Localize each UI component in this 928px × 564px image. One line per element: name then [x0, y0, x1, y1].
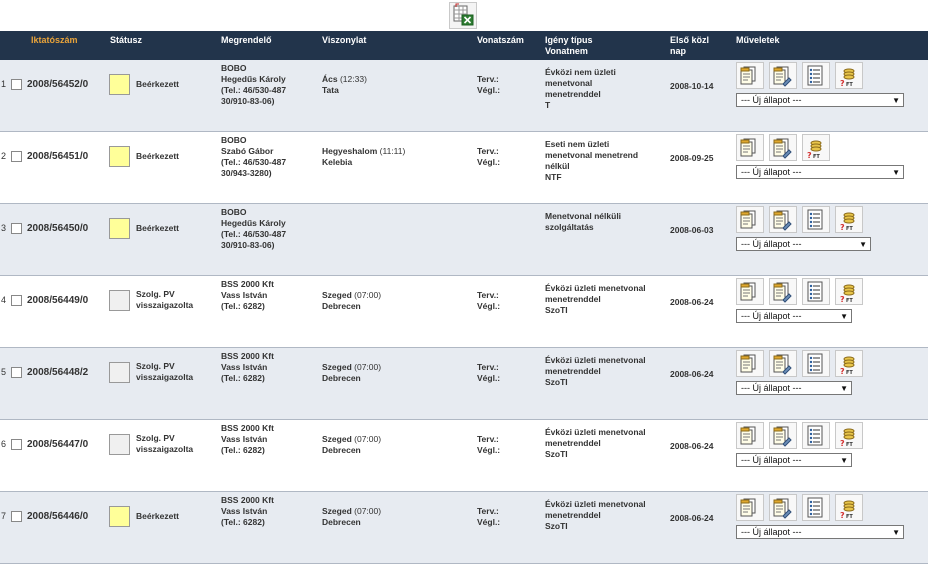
fee-icon: [837, 64, 861, 88]
chevron-down-icon: ▼: [859, 239, 867, 249]
action-buttons: [736, 206, 926, 233]
train-number-text: Terv.: Végl.:: [477, 290, 501, 311]
new-status-select[interactable]: [736, 525, 904, 539]
list-icon: [804, 64, 828, 88]
excel-export-button[interactable]: [449, 2, 477, 29]
customer-text: BOBO Hegedűs Károly (Tel.: 46/530-487 30/910-83-06): [221, 63, 287, 106]
document-edit-icon: [771, 352, 795, 376]
action-buttons: [736, 62, 926, 89]
row-checkbox[interactable]: [11, 223, 22, 234]
cell-iktatoszam: [0, 492, 107, 564]
status-text: Szolg. PV visszaigazolta: [136, 433, 194, 454]
fee-icon: [804, 136, 828, 160]
document-edit-button[interactable]: [769, 134, 797, 161]
cell-viszonylat: [319, 492, 474, 564]
svg-text:?: ?: [840, 510, 845, 520]
cell-elso-kozl-nap: [667, 420, 733, 492]
route-time: (07:00): [354, 506, 382, 516]
cell-muveletek: [733, 132, 928, 204]
request-type-text: Eseti nem üzleti menetvonal menetrend nélkül NTF: [545, 139, 639, 182]
toolbar: [0, 0, 928, 31]
first-day-date: 2008-06-03: [670, 225, 714, 235]
column-header-muveletek: Műveletek: [733, 31, 928, 60]
row-number: 5: [1, 366, 7, 377]
cell-status: [107, 276, 218, 348]
iktatoszam-link[interactable]: 2008/56451/0: [27, 150, 89, 162]
route-from: Szeged: [322, 434, 352, 444]
svg-text:?: ?: [840, 366, 845, 376]
route-time: (07:00): [354, 362, 382, 372]
route-to: Debrecen: [322, 445, 361, 455]
list-icon: [804, 208, 828, 232]
document-button[interactable]: [736, 62, 764, 89]
route-time: (11:11): [379, 146, 406, 156]
svg-text:FT: FT: [846, 369, 853, 376]
first-day-date: 2008-09-25: [670, 153, 714, 163]
request-type-text: Évközi nem üzleti menetvonal menetrenddel T: [545, 67, 616, 110]
document-icon: [738, 352, 762, 376]
status-color-swatch: [109, 506, 130, 527]
fee-button[interactable]: [835, 206, 863, 233]
fee-icon: [837, 352, 861, 376]
column-header-statusz: Státusz: [107, 31, 218, 60]
table-header: [0, 31, 928, 60]
row-number: 6: [1, 438, 7, 449]
table-row: [0, 276, 928, 348]
document-edit-button[interactable]: [769, 350, 797, 377]
cell-vonatszam: [474, 348, 542, 420]
document-edit-button[interactable]: [769, 278, 797, 305]
fee-button[interactable]: [835, 278, 863, 305]
cell-status: [107, 60, 218, 132]
document-button[interactable]: [736, 278, 764, 305]
action-buttons: [736, 422, 926, 449]
cell-vonatszam: [474, 204, 542, 276]
fee-button[interactable]: [835, 62, 863, 89]
chevron-down-icon: ▼: [840, 383, 848, 393]
action-buttons: [736, 134, 926, 161]
cell-megrendelo: [218, 204, 319, 276]
first-day-date: 2008-06-24: [670, 513, 714, 523]
action-buttons: [736, 494, 926, 521]
cell-muveletek: [733, 204, 928, 276]
cell-vonatszam: [474, 60, 542, 132]
new-status-select-value: --- Új állapot ---: [741, 238, 802, 249]
list-icon: [804, 496, 828, 520]
column-header-igeny: Igény típus Vonatnem: [542, 31, 667, 60]
cell-vonatszam: [474, 492, 542, 564]
customer-text: BSS 2000 Kft Vass István (Tel.: 6282): [221, 495, 274, 527]
svg-text:?: ?: [840, 294, 845, 304]
train-number-text: Terv.: Végl.:: [477, 362, 501, 383]
column-header-megrendelo: Megrendelő: [218, 31, 319, 60]
svg-text:FT: FT: [846, 297, 853, 304]
document-edit-icon: [771, 496, 795, 520]
excel-export-icon: [450, 3, 476, 28]
cell-igeny: [542, 60, 667, 132]
cell-muveletek: [733, 276, 928, 348]
status-text: Beérkezett: [136, 78, 179, 89]
route-to: Debrecen: [322, 301, 361, 311]
cell-igeny: [542, 204, 667, 276]
document-edit-icon: [771, 208, 795, 232]
cell-igeny: [542, 276, 667, 348]
train-number-text: Terv.: Végl.:: [477, 74, 501, 95]
cell-megrendelo: [218, 420, 319, 492]
cell-megrendelo: [218, 492, 319, 564]
customer-text: BSS 2000 Kft Vass István (Tel.: 6282): [221, 351, 274, 383]
svg-text:?: ?: [840, 438, 845, 448]
request-type-text: Évközi üzleti menetvonal menetrenddel SzoTI: [545, 283, 646, 315]
table-row: [0, 60, 928, 132]
route-to: Kelebia: [322, 157, 353, 167]
document-edit-icon: [771, 136, 795, 160]
first-day-date: 2008-10-14: [670, 81, 714, 91]
new-status-select[interactable]: [736, 165, 904, 179]
svg-text:FT: FT: [846, 513, 853, 520]
route-time: (07:00): [354, 434, 382, 444]
table-row: [0, 492, 928, 564]
table-row: [0, 420, 928, 492]
cell-viszonylat: [319, 132, 474, 204]
iktatoszam-link[interactable]: 2008/56448/2: [27, 366, 89, 378]
cell-muveletek: [733, 60, 928, 132]
status-color-swatch: [109, 362, 130, 383]
cell-status: [107, 348, 218, 420]
customer-text: BOBO Szabó Gábor (Tel.: 46/530-487 30/943-3280): [221, 135, 287, 178]
document-button[interactable]: [736, 206, 764, 233]
list-button[interactable]: [802, 350, 830, 377]
svg-text:?: ?: [840, 78, 845, 88]
route-from: Szeged: [322, 362, 352, 372]
cell-viszonylat: [319, 276, 474, 348]
svg-text:?: ?: [840, 222, 845, 232]
request-type-text: Évközi üzleti menetvonal menetrenddel SzoTI: [545, 355, 646, 387]
fee-button[interactable]: [835, 422, 863, 449]
route-to: Tata: [322, 85, 339, 95]
cell-megrendelo: [218, 60, 319, 132]
iktatoszam-link[interactable]: 2008/56452/0: [27, 78, 89, 90]
document-edit-icon: [771, 424, 795, 448]
document-edit-button[interactable]: [769, 62, 797, 89]
cell-iktatoszam: [0, 348, 107, 420]
chevron-down-icon: ▼: [892, 527, 900, 537]
cell-iktatoszam: [0, 204, 107, 276]
table-row: [0, 132, 928, 204]
cell-muveletek: [733, 348, 928, 420]
new-status-select[interactable]: [736, 309, 852, 323]
status-color-swatch: [109, 146, 130, 167]
row-checkbox[interactable]: [11, 151, 22, 162]
status-color-swatch: [109, 218, 130, 239]
route-from: Szeged: [322, 290, 352, 300]
first-day-date: 2008-06-24: [670, 297, 714, 307]
request-type-text: Évközi üzleti menetvonal menetrenddel SzoTI: [545, 427, 646, 459]
cell-viszonylat: [319, 348, 474, 420]
cell-vonatszam: [474, 420, 542, 492]
fee-icon: [837, 496, 861, 520]
document-icon: [738, 496, 762, 520]
new-status-select[interactable]: [736, 453, 852, 467]
list-icon: [804, 424, 828, 448]
table-row: [0, 348, 928, 420]
cell-elso-kozl-nap: [667, 132, 733, 204]
svg-text:?: ?: [807, 150, 812, 160]
svg-text:FT: FT: [813, 153, 820, 160]
list-button[interactable]: [802, 278, 830, 305]
iktatoszam-link[interactable]: 2008/56449/0: [27, 294, 89, 306]
chevron-down-icon: ▼: [892, 167, 900, 177]
cell-status: [107, 492, 218, 564]
row-checkbox[interactable]: [11, 295, 22, 306]
document-icon: [738, 424, 762, 448]
request-type-text: Évközi üzleti menetvonal menetrenddel SzoTI: [545, 499, 646, 531]
status-text: Beérkezett: [136, 222, 179, 233]
column-header-ikt[interactable]: Iktatószám: [0, 31, 107, 60]
cell-status: [107, 204, 218, 276]
first-day-date: 2008-06-24: [670, 369, 714, 379]
list-icon: [804, 280, 828, 304]
document-edit-button[interactable]: [769, 422, 797, 449]
column-header-viszonylat: Viszonylat: [319, 31, 474, 60]
list-button[interactable]: [802, 494, 830, 521]
row-number: 1: [1, 78, 7, 89]
cell-viszonylat: [319, 204, 474, 276]
status-text: Beérkezett: [136, 510, 179, 521]
new-status-select[interactable]: [736, 237, 871, 251]
customer-text: BSS 2000 Kft Vass István (Tel.: 6282): [221, 279, 274, 311]
list-icon: [804, 352, 828, 376]
cell-igeny: [542, 132, 667, 204]
column-header-vonatszam: Vonatszám: [474, 31, 542, 60]
row-number: 4: [1, 294, 7, 305]
new-status-select[interactable]: [736, 381, 852, 395]
document-edit-button[interactable]: [769, 494, 797, 521]
row-number: 2: [1, 150, 7, 161]
chevron-down-icon: ▼: [840, 311, 848, 321]
requests-table: [0, 31, 928, 564]
cell-iktatoszam: [0, 60, 107, 132]
cell-elso-kozl-nap: [667, 276, 733, 348]
row-checkbox[interactable]: [11, 439, 22, 450]
cell-iktatoszam: [0, 420, 107, 492]
fee-icon: [837, 208, 861, 232]
first-day-date: 2008-06-24: [670, 441, 714, 451]
cell-vonatszam: [474, 132, 542, 204]
new-status-select-value: --- Új állapot ---: [741, 526, 802, 537]
cell-igeny: [542, 348, 667, 420]
status-text: Beérkezett: [136, 150, 179, 161]
cell-elso-kozl-nap: [667, 204, 733, 276]
svg-text:FT: FT: [846, 441, 853, 448]
row-number: 7: [1, 510, 7, 521]
document-button[interactable]: [736, 350, 764, 377]
svg-text:FT: FT: [846, 225, 853, 232]
document-icon: [738, 280, 762, 304]
new-status-select-value: --- Új állapot ---: [741, 310, 802, 321]
iktatoszam-link[interactable]: 2008/56447/0: [27, 438, 89, 450]
cell-status: [107, 420, 218, 492]
cell-iktatoszam: [0, 276, 107, 348]
svg-text:FT: FT: [846, 81, 853, 88]
row-number: 3: [1, 222, 7, 233]
request-type-text: Menetvonal nélküli szolgáltatás: [545, 211, 622, 232]
cell-elso-kozl-nap: [667, 492, 733, 564]
document-button[interactable]: [736, 494, 764, 521]
status-text: Szolg. PV visszaigazolta: [136, 361, 194, 382]
document-icon: [738, 208, 762, 232]
route-from: Ács: [322, 74, 338, 84]
new-status-select-value: --- Új állapot ---: [741, 94, 802, 105]
cell-elso-kozl-nap: [667, 60, 733, 132]
document-button[interactable]: [736, 422, 764, 449]
train-number-text: Terv.: Végl.:: [477, 434, 501, 455]
document-button[interactable]: [736, 134, 764, 161]
iktatoszam-link[interactable]: 2008/56446/0: [27, 510, 89, 522]
action-buttons: [736, 350, 926, 377]
status-color-swatch: [109, 434, 130, 455]
list-button[interactable]: [802, 422, 830, 449]
document-edit-icon: [771, 280, 795, 304]
list-button[interactable]: [802, 62, 830, 89]
new-status-select-value: --- Új állapot ---: [741, 166, 802, 177]
document-icon: [738, 64, 762, 88]
cell-muveletek: [733, 420, 928, 492]
customer-text: BOBO Hegedűs Károly (Tel.: 46/530-487 30/910-83-06): [221, 207, 287, 250]
action-buttons: [736, 278, 926, 305]
cell-elso-kozl-nap: [667, 348, 733, 420]
document-icon: [738, 136, 762, 160]
fee-button[interactable]: [835, 350, 863, 377]
cell-vonatszam: [474, 276, 542, 348]
fee-icon: [837, 424, 861, 448]
list-button[interactable]: [802, 206, 830, 233]
route-from: Szeged: [322, 506, 352, 516]
column-header-elso: Első közl nap: [667, 31, 733, 60]
chevron-down-icon: ▼: [892, 95, 900, 105]
cell-viszonylat: [319, 420, 474, 492]
new-status-select[interactable]: [736, 93, 904, 107]
cell-iktatoszam: [0, 132, 107, 204]
chevron-down-icon: ▼: [840, 455, 848, 465]
fee-button[interactable]: [802, 134, 830, 161]
cell-megrendelo: [218, 276, 319, 348]
status-text: Szolg. PV visszaigazolta: [136, 289, 194, 310]
status-color-swatch: [109, 74, 130, 95]
cell-megrendelo: [218, 132, 319, 204]
row-checkbox[interactable]: [11, 79, 22, 90]
cell-megrendelo: [218, 348, 319, 420]
document-edit-icon: [771, 64, 795, 88]
route-from: Hegyeshalom: [322, 146, 378, 156]
document-edit-button[interactable]: [769, 206, 797, 233]
new-status-select-value: --- Új állapot ---: [741, 454, 802, 465]
fee-button[interactable]: [835, 494, 863, 521]
train-number-text: Terv.: Végl.:: [477, 506, 501, 527]
status-color-swatch: [109, 290, 130, 311]
cell-status: [107, 132, 218, 204]
cell-muveletek: [733, 492, 928, 564]
route-to: Debrecen: [322, 373, 361, 383]
table-row: [0, 204, 928, 276]
train-number-text: Terv.: Végl.:: [477, 146, 501, 167]
route-time: (12:33): [339, 74, 367, 84]
cell-igeny: [542, 492, 667, 564]
route-to: Debrecen: [322, 517, 361, 527]
cell-viszonylat: [319, 60, 474, 132]
new-status-select-value: --- Új állapot ---: [741, 382, 802, 393]
cell-igeny: [542, 420, 667, 492]
row-checkbox[interactable]: [11, 511, 22, 522]
iktatoszam-link[interactable]: 2008/56450/0: [27, 222, 89, 234]
customer-text: BSS 2000 Kft Vass István (Tel.: 6282): [221, 423, 274, 455]
route-time: (07:00): [354, 290, 382, 300]
fee-icon: [837, 280, 861, 304]
row-checkbox[interactable]: [11, 367, 22, 378]
